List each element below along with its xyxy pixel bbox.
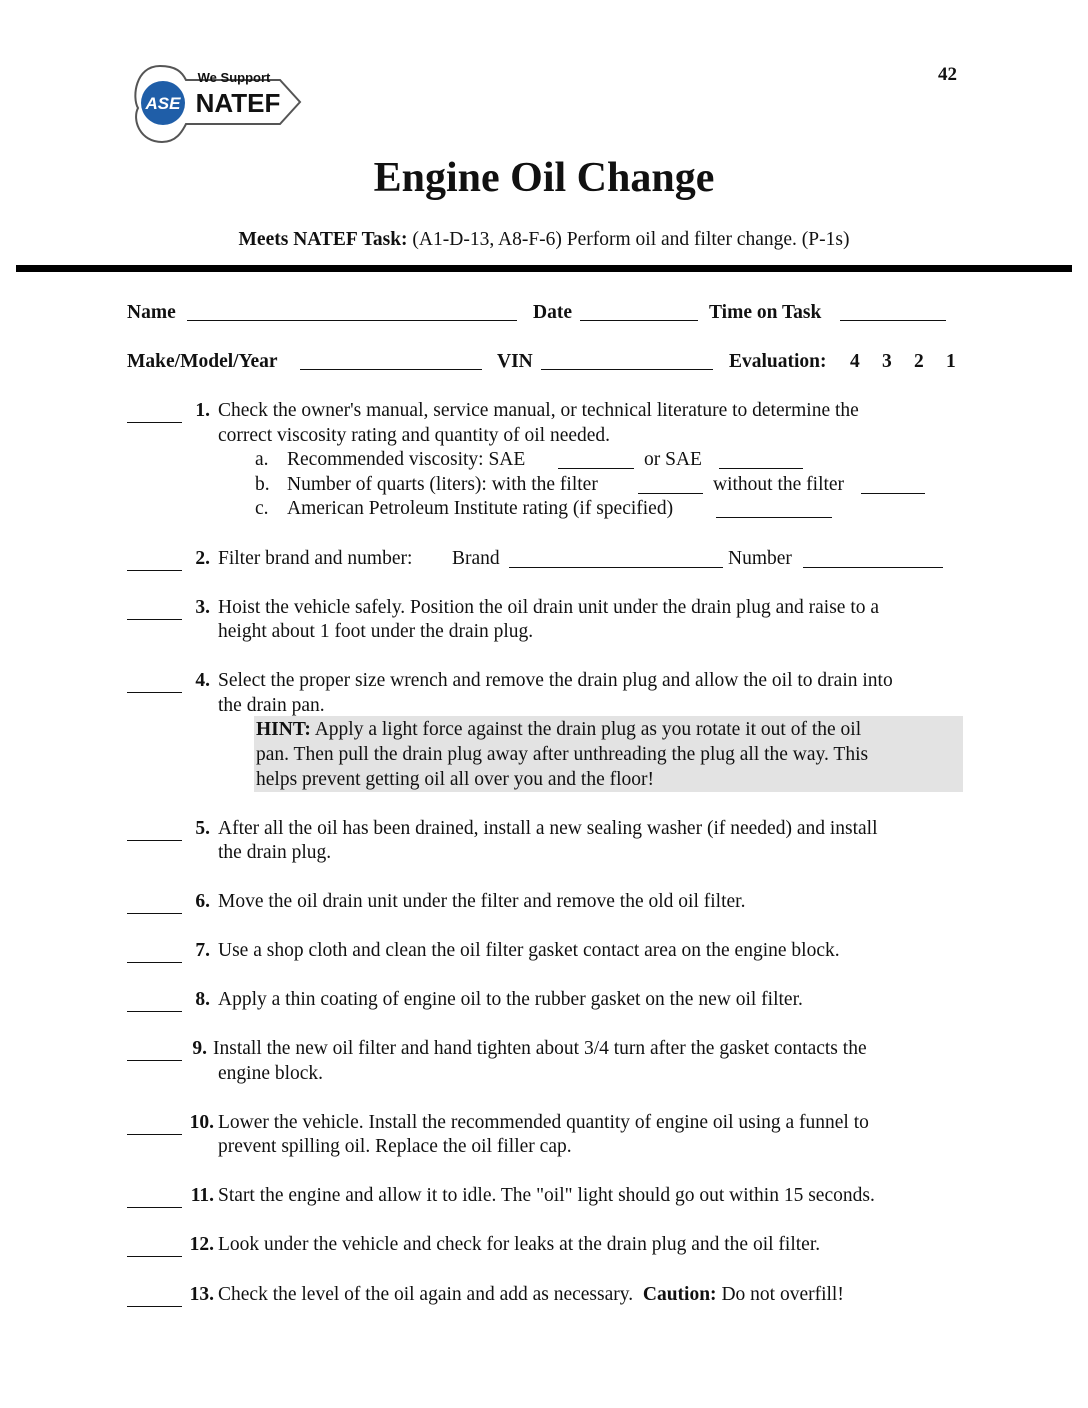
quarts-without-filter-field[interactable] bbox=[861, 475, 925, 494]
viscosity-field-1[interactable] bbox=[558, 450, 634, 469]
step-number: 7. bbox=[195, 940, 210, 961]
api-rating-field[interactable] bbox=[716, 499, 832, 518]
divider bbox=[16, 265, 1072, 272]
step-10-text: Lower the vehicle. Install the recommended quantity of engine oil using a funnel to bbox=[218, 1112, 869, 1133]
quarts-label: Number of quarts (liters): with the filter bbox=[287, 474, 598, 495]
step-number: 2. bbox=[195, 548, 210, 569]
page-title: Engine Oil Change bbox=[373, 155, 715, 201]
evaluation-score-2[interactable]: 2 bbox=[914, 351, 924, 372]
brand-label: Brand bbox=[452, 548, 500, 569]
step-1-text: Check the owner's manual, service manual, or technical literature to determine the bbox=[218, 400, 859, 421]
step-2-text: Filter brand and number: bbox=[218, 548, 413, 569]
evaluation-label: Evaluation: bbox=[729, 351, 827, 372]
viscosity-field-2[interactable] bbox=[719, 450, 803, 469]
svg-text:NATEF: NATEF bbox=[195, 88, 281, 118]
date-label: Date bbox=[533, 302, 572, 323]
svg-text:We Support: We Support bbox=[197, 70, 271, 85]
step-4-text: the drain pan. bbox=[218, 695, 325, 716]
step-10-text: prevent spilling oil. Replace the oil filler cap. bbox=[218, 1136, 572, 1157]
make-model-year-label: Make/Model/Year bbox=[127, 351, 278, 372]
step-12-text: Look under the vehicle and check for leaks at the drain plug and the oil filter. bbox=[218, 1234, 821, 1255]
time-on-task-field[interactable] bbox=[840, 302, 946, 321]
date-field[interactable] bbox=[580, 302, 698, 321]
vin-label: VIN bbox=[497, 351, 533, 372]
step-7-text: Use a shop cloth and clean the oil filter gasket contact area on the engine block. bbox=[218, 940, 840, 961]
name-label: Name bbox=[127, 302, 176, 323]
step-number: 12. bbox=[189, 1234, 214, 1255]
quarts-with-filter-field[interactable] bbox=[638, 475, 703, 494]
step-9-text: Install the new oil filter and hand tighten about 3/4 turn after the gasket contacts the bbox=[213, 1038, 867, 1059]
natef-logo bbox=[130, 58, 305, 148]
sub-letter: b. bbox=[255, 474, 270, 495]
name-field[interactable] bbox=[187, 302, 517, 321]
api-rating-label: American Petroleum Institute rating (if specified) bbox=[287, 498, 674, 519]
step-number: 5. bbox=[195, 818, 210, 839]
key-logo-icon bbox=[130, 58, 305, 148]
step-5-text: the drain plug. bbox=[218, 842, 332, 863]
evaluation-score-4[interactable]: 4 bbox=[850, 351, 860, 372]
step-3-text: height about 1 foot under the drain plug. bbox=[218, 621, 534, 642]
viscosity-or: or SAE bbox=[644, 449, 702, 470]
caution-label: Caution: bbox=[642, 1284, 717, 1305]
step-number: 9. bbox=[192, 1038, 207, 1059]
time-on-task-label: Time on Task bbox=[709, 302, 822, 323]
sub-letter: c. bbox=[255, 498, 269, 519]
natef-task bbox=[0, 229, 1088, 251]
task-text: (A1-D-13, A8-F-6) Perform oil and filter change. (P-1s) bbox=[407, 229, 850, 250]
filter-brand-field[interactable] bbox=[509, 549, 723, 568]
page-number: 42 bbox=[938, 64, 957, 85]
sub-letter: a. bbox=[255, 449, 269, 470]
step-3-text: Hoist the vehicle safely. Position the oil drain unit under the drain plug and raise to a bbox=[218, 597, 880, 618]
step-number: 6. bbox=[195, 891, 210, 912]
without-filter-label: without the filter bbox=[713, 474, 845, 495]
step-8-text: Apply a thin coating of engine oil to the rubber gasket on the new oil filter. bbox=[218, 989, 803, 1010]
filter-number-field[interactable] bbox=[803, 549, 943, 568]
svg-text:ASE: ASE bbox=[145, 94, 181, 113]
step-1-text: correct viscosity rating and quantity of oil needed. bbox=[218, 425, 611, 446]
step-13-text bbox=[218, 1283, 844, 1308]
step-number: 4. bbox=[195, 670, 210, 691]
hint-label: HINT: bbox=[256, 719, 311, 740]
step-9-text: engine block. bbox=[218, 1063, 324, 1084]
number-label: Number bbox=[728, 548, 792, 569]
step-number: 1. bbox=[195, 400, 210, 421]
caution-text: Do not overfill! bbox=[716, 1284, 844, 1305]
hint-text: helps prevent getting oil all over you and the floor! bbox=[256, 769, 655, 790]
step-4-text: Select the proper size wrench and remove the drain plug and allow the oil to drain into bbox=[218, 670, 893, 691]
evaluation-score-1[interactable]: 1 bbox=[946, 351, 956, 372]
step-6-text: Move the oil drain unit under the filter and remove the old oil filter. bbox=[218, 891, 746, 912]
step-11-text: Start the engine and allow it to idle. The "oil" light should go out within 15 seconds. bbox=[218, 1185, 875, 1206]
step-5-text: After all the oil has been drained, install a new sealing washer (if needed) and install bbox=[218, 818, 878, 839]
step-number: 10. bbox=[189, 1112, 214, 1133]
task-label: Meets NATEF Task: bbox=[238, 229, 408, 250]
step-13-main: Check the level of the oil again and add as necessary. bbox=[218, 1284, 643, 1305]
hint-line bbox=[256, 718, 861, 743]
make-model-year-field[interactable] bbox=[300, 351, 482, 370]
step-number: 13. bbox=[189, 1284, 214, 1305]
viscosity-label: Recommended viscosity: SAE bbox=[287, 449, 526, 470]
evaluation-score-3[interactable]: 3 bbox=[882, 351, 892, 372]
hint-text: Apply a light force against the drain plug as you rotate it out of the oil bbox=[310, 719, 862, 740]
step-number: 3. bbox=[195, 597, 210, 618]
hint-text: pan. Then pull the drain plug away after unthreading the plug all the way. This bbox=[256, 744, 869, 765]
step-number: 8. bbox=[195, 989, 210, 1010]
step-number: 11. bbox=[190, 1185, 214, 1206]
vin-field[interactable] bbox=[541, 351, 713, 370]
